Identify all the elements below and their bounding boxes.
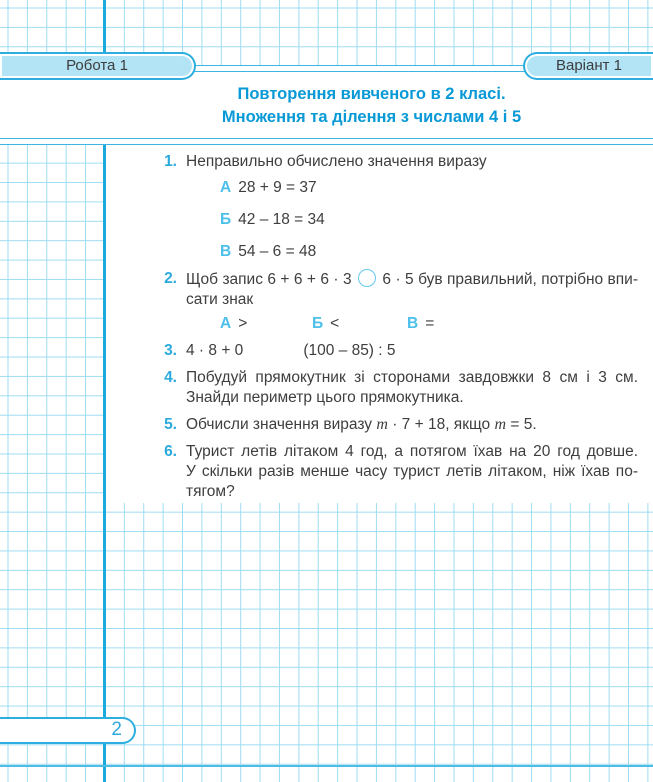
page-title-line-2: Множення та ділення з числами 4 і 5 <box>221 108 522 126</box>
task-number: 1. <box>164 153 177 170</box>
option-letter: Б <box>220 211 232 228</box>
option-letter: А <box>220 315 232 332</box>
task-body <box>186 442 638 502</box>
task-body <box>186 152 638 262</box>
task <box>146 415 638 435</box>
task-number: 6. <box>164 443 177 460</box>
answer-circle <box>358 269 376 287</box>
option-letter: В <box>220 243 232 260</box>
answer-option: В 54 – 6 = 48 <box>220 243 317 260</box>
option-letter: А <box>220 179 232 196</box>
answer-option: В = <box>407 315 435 332</box>
answer-option: Б < <box>312 315 340 332</box>
option-letter: Б <box>312 315 324 332</box>
answer-option: Б 42 – 18 = 34 <box>220 211 325 228</box>
math-variable: m <box>494 416 507 433</box>
page-title-line-1: Повторення вивченого в 2 класі. <box>237 85 506 103</box>
task <box>146 442 638 502</box>
variant-tab <box>523 52 653 80</box>
variant-label: Варіант 1 <box>555 57 623 74</box>
task-number: 3. <box>164 342 177 359</box>
task-line: Побудуй прямокутник зі сторонами завдовжки 8 см і 3 см. <box>186 369 638 386</box>
task-line: 4 · 8 + 0 (100 – 85) : 5 <box>186 342 396 359</box>
answer-option: А 28 + 9 = 37 <box>220 179 317 196</box>
work-number-tab <box>0 52 196 80</box>
content-top-rule <box>0 138 653 145</box>
answer-option: А > <box>220 315 248 332</box>
task-line: Знайди периметр цього прямокутника. <box>186 389 464 406</box>
page-number: 2 <box>111 719 122 740</box>
task-line: Турист летів літаком 4 год, а потягом їхав на 20 год довше. <box>186 443 638 460</box>
task-body <box>186 368 638 408</box>
work-number-label: Робота 1 <box>66 57 128 74</box>
task-body <box>186 269 638 334</box>
task <box>146 152 638 262</box>
math-variable: m <box>376 416 388 433</box>
task-line: Неправильно обчислено значення виразу <box>186 153 487 170</box>
option-letter: В <box>407 315 419 332</box>
bottom-margin-rule <box>0 765 653 767</box>
task-number: 5. <box>164 416 177 433</box>
page-title <box>105 83 638 129</box>
task <box>146 368 638 408</box>
task <box>146 269 638 334</box>
page-number-tab <box>0 717 136 744</box>
task-body <box>186 341 638 361</box>
task-line: У скільки разів менше часу турист летів літаком, ніж їхав по- <box>186 463 638 480</box>
task <box>146 341 638 361</box>
task-body <box>186 415 638 435</box>
task-number: 2. <box>164 270 177 287</box>
task-line: тягом? <box>186 483 235 500</box>
task-line: Обчисли значення виразу m · 7 + 18, якщо m = 5. <box>186 416 537 433</box>
task-line: Щоб запис 6 + 6 + 6 · 3 6 · 5 був правильний, потрібно впи- <box>186 271 638 288</box>
answer-options <box>186 178 638 262</box>
task-line: сати знак <box>186 291 254 308</box>
answer-options <box>186 314 638 334</box>
task-number: 4. <box>164 369 177 386</box>
task-list <box>106 145 653 503</box>
